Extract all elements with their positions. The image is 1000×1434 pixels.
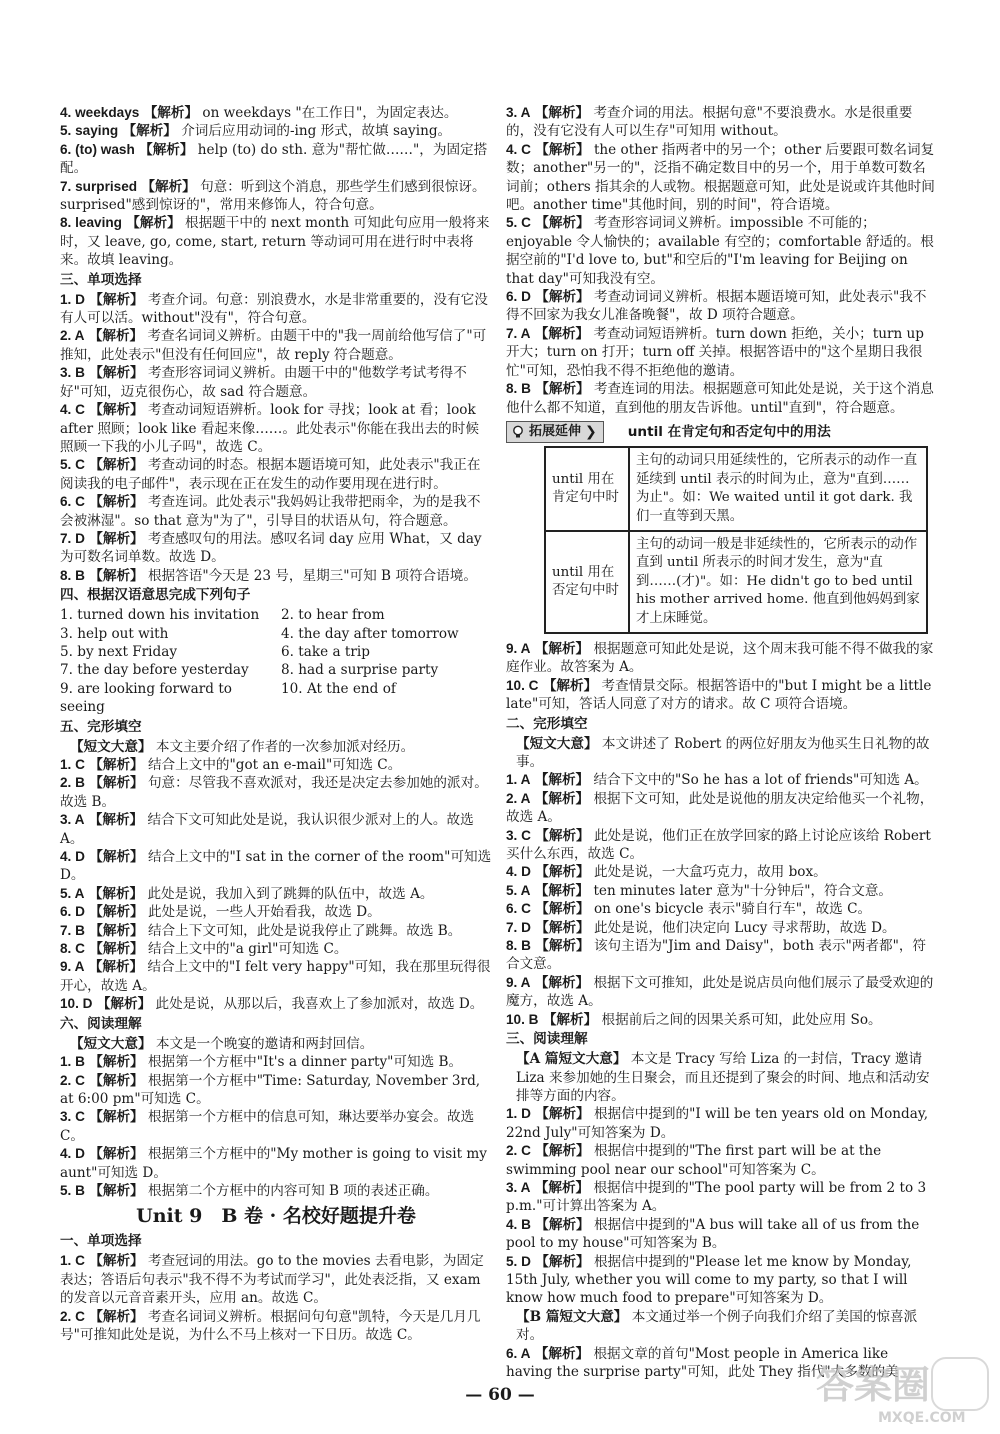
answer-entry bbox=[60, 530, 492, 567]
answer-number: 6. (to) wash bbox=[60, 141, 135, 157]
answer-entry bbox=[60, 922, 492, 940]
answer-number: 7. D bbox=[60, 530, 85, 546]
extension-explanation: 主句的动词只用延续性的，它所表示的动作一直延续到 until 表示的时间为止，意为"直到……为止"。如：We waited until it got dark. 我们一直等到天黑。 bbox=[629, 447, 927, 531]
analysis-tag: 【解析】 bbox=[534, 640, 590, 657]
analysis-text: 此处是说，从那以后，我喜欢上了参加派对，故选 D。 bbox=[151, 996, 484, 1013]
passage-summary: 【B 篇短文大意】 本文通过举一个例子向我们介绍了美国的惊喜派对。 bbox=[516, 1308, 918, 1344]
analysis-text: 句意：听到这个消息，那些学生们感到很惊讶。surprised"感到惊讶的"，常用来修饰人，符合句意。 bbox=[60, 178, 486, 214]
analysis-tag: 【解析】 bbox=[88, 885, 144, 902]
analysis-tag: 【解析】 bbox=[89, 1072, 144, 1089]
analysis-text: 考查介词的用法。根据句意"不要浪费水。水是很重要的，没有它没有人可以生存"可知用 without。 bbox=[506, 105, 913, 140]
analysis-text: 根据第一个方框中的信息可知，琳达要举办宴会。故选 C。 bbox=[60, 1109, 475, 1144]
answer-entry bbox=[60, 903, 492, 921]
analysis-tag: 【解析】 bbox=[535, 1253, 590, 1270]
analysis-tag: 【解析】 bbox=[535, 938, 590, 955]
answer-entry bbox=[506, 974, 936, 1011]
reading-answers bbox=[60, 1053, 492, 1200]
answer-entry bbox=[60, 885, 492, 903]
analysis-text: 结合下文可知此处是说，我认识很少派对上的人。故选 A。 bbox=[60, 812, 474, 847]
analysis-text: 根据信中提到的"Please let me know by Monday, 15th July, whether you will come to my party, so that I will know how much food to prepare"可知答案为 D。 bbox=[506, 1253, 912, 1307]
analysis-tag: 【解析】 bbox=[89, 457, 144, 474]
analysis-text: 根据下文可知，此处是说他的朋友决定给他买一个礼物，故选 A。 bbox=[506, 790, 934, 826]
analysis-tag: 【解析】 bbox=[89, 402, 144, 419]
analysis-text: 根据第一个方框中"Time: Saturday, November 3rd, at 6:00 pm"可知选 C。 bbox=[60, 1072, 481, 1107]
analysis-text: 此处是说，一些人开始看我，故选 D。 bbox=[143, 904, 381, 921]
analysis-tag: 【解析】 bbox=[88, 328, 144, 345]
answer-entry bbox=[60, 493, 492, 530]
answer-entry bbox=[60, 122, 492, 140]
answer-entry bbox=[60, 1072, 492, 1109]
extension-table bbox=[544, 446, 928, 634]
analysis-tag: 【解析】 bbox=[535, 919, 590, 936]
answer-number: 10. D bbox=[60, 996, 93, 1012]
answer-entry bbox=[506, 937, 936, 974]
analysis-text: 句意：尽管我不喜欢派对，我还是决定去参加她的派对。故选 B。 bbox=[60, 775, 488, 810]
single-choice-answers-cont bbox=[506, 640, 936, 714]
answer-entry bbox=[506, 214, 936, 288]
analysis-tag: 【解析】 bbox=[89, 291, 144, 308]
extension-key: until 用在肯定句中时 bbox=[545, 447, 629, 531]
answer-number: 9. A bbox=[60, 959, 85, 975]
analysis-tag: 【解析】 bbox=[534, 974, 590, 991]
analysis-tag: 【解析】 bbox=[88, 812, 144, 829]
analysis-text: 结合上下文可知，此处是说我停止了跳舞。故选 B。 bbox=[143, 922, 462, 939]
answer-number: 6. A bbox=[506, 1345, 531, 1361]
analysis-text: 考查名词词义辨析。由题干中的"我一周前给他写信了"可推知，此处表示"但没有任何回应"，故 reply 符合题意。 bbox=[60, 328, 487, 363]
answer-entry bbox=[506, 141, 936, 215]
svg-text:答案圈: 答案圈 bbox=[816, 1363, 931, 1407]
answer-number: 1. A bbox=[506, 772, 531, 788]
sentence-answer: 4. the day after tomorrow bbox=[281, 625, 459, 642]
section-heading: 一、单项选择 bbox=[60, 1233, 142, 1250]
analysis-text: 考查名词词义辨析。根据问句句意"凯特，今天是几月几号"可推知此处是说，为什么不马上核对一下日历。故选 C。 bbox=[60, 1308, 481, 1343]
answer-entry bbox=[506, 640, 936, 677]
extension-row bbox=[545, 531, 927, 633]
analysis-text: 考查连词。此处表示"我妈妈让我带把雨伞，为的是我不会被淋湿"。so that 意为"为了"，引导目的状语从句，符合题意。 bbox=[60, 494, 481, 529]
extension-badge bbox=[506, 421, 604, 443]
watermark-logo bbox=[808, 1352, 994, 1428]
right-column bbox=[506, 104, 936, 1381]
answer-entry bbox=[506, 325, 936, 380]
analysis-text: 根据下文可推知，此处是说店员向他们展示了最受欢迎的魔方，故选 A。 bbox=[506, 974, 934, 1010]
extension-header bbox=[506, 421, 936, 443]
analysis-tag: 【解析】 bbox=[139, 141, 194, 158]
analysis-tag: 【解析】 bbox=[89, 849, 144, 866]
answer-number: 6. C bbox=[506, 901, 531, 917]
answer-number: 8. C bbox=[60, 941, 85, 957]
answer-number: 2. A bbox=[506, 790, 531, 806]
analysis-text: 根据第一个方框中"It's a dinner party"可知选 B。 bbox=[143, 1054, 463, 1071]
analysis-tag: 【解析】 bbox=[535, 901, 590, 918]
extension-key: until 用在否定句中时 bbox=[545, 531, 629, 633]
answer-entry bbox=[506, 380, 936, 417]
answer-entry bbox=[506, 919, 936, 937]
analysis-text: on one's bicycle 表示"骑自行车"，故选 C。 bbox=[589, 901, 872, 918]
analysis-text: ten minutes later 意为"十分钟后"，符合文意。 bbox=[589, 882, 893, 899]
passage-summary: 【短文大意】 本文主要介绍了作者的一次参加派对经历。 bbox=[70, 738, 415, 755]
answer-number: 3. B bbox=[60, 365, 85, 381]
answer-number: 10. B bbox=[506, 1011, 539, 1027]
answer-number: 8. B bbox=[60, 567, 85, 583]
answer-entry bbox=[60, 178, 492, 215]
analysis-tag: 【解析】 bbox=[126, 215, 181, 232]
left-column bbox=[60, 104, 492, 1344]
analysis-tag: 【解析】 bbox=[89, 1109, 144, 1126]
analysis-text: 考查形容词词义辨析。由题干中的"他数学考试考得不好"可知，迈克很伤心，故 sad 符合题意。 bbox=[60, 365, 467, 400]
section-heading: 四、根据汉语意思完成下列句子 bbox=[60, 587, 251, 604]
analysis-text: 根据题干中的 next month 可知此句应用一般将来时，又 leave, go, come, start, return 等动词可用在进行时中表将来。故填 leaving。 bbox=[60, 215, 490, 269]
analysis-tag: 【解析】 bbox=[88, 959, 144, 976]
answer-entry bbox=[60, 401, 492, 456]
analysis-text: the other 指两者中的另一个；other 后要跟可数名词复数；another"另一的"，泛指不确定数目中的另一个，用于单数可数名词前；others 指其余的人或物。根据题意可知，此处是说或许其他时间吧。another time"其他时间，别的时间"，符合语境。 bbox=[506, 141, 935, 214]
analysis-tag: 【解析】 bbox=[534, 882, 590, 899]
answer-number: 4. weekdays bbox=[60, 105, 140, 120]
fill-blank-answers bbox=[60, 104, 492, 270]
answer-number: 4. C bbox=[60, 402, 85, 418]
answer-entry bbox=[60, 1252, 492, 1307]
analysis-tag: 【解析】 bbox=[89, 757, 144, 773]
answer-number: 1. C bbox=[60, 1253, 85, 1269]
answer-number: 3. A bbox=[60, 812, 85, 828]
answer-entry bbox=[506, 863, 936, 881]
answer-entry bbox=[60, 958, 492, 995]
answer-entry bbox=[506, 1179, 936, 1216]
answer-entry bbox=[60, 940, 492, 958]
answer-entry bbox=[506, 1142, 936, 1179]
lightbulb-icon bbox=[511, 425, 525, 439]
analysis-text: 结合上文中的"a girl"可知选 C。 bbox=[143, 941, 348, 958]
answer-entry bbox=[506, 771, 936, 789]
analysis-text: 考查感叹句的用法。感叹名词 day 应用 What，又 day 为可数名词单数。故选 D。 bbox=[60, 530, 482, 566]
answer-entry bbox=[60, 104, 492, 122]
answer-number: 7. D bbox=[506, 919, 531, 935]
analysis-text: 结合上文中的"I sat in the corner of the room"可知选 D。 bbox=[60, 849, 492, 884]
sentence-answer: 2. to hear from bbox=[281, 607, 385, 624]
answer-number: 1. C bbox=[60, 757, 85, 772]
passage-summary: 【短文大意】 本文讲述了 Robert 的两位好朋友为他买生日礼物的故事。 bbox=[516, 735, 930, 770]
analysis-text: help (to) do sth. 意为"帮忙做……"，为固定搭配。 bbox=[60, 141, 488, 177]
answer-number: 7. B bbox=[60, 922, 85, 938]
section-heading: 五、完形填空 bbox=[60, 718, 142, 735]
analysis-text: 结合上文中的"I felt very happy"可知，我在那里玩得很开心，故选 A。 bbox=[60, 959, 491, 994]
chevron-right-icon: ❯ bbox=[585, 423, 597, 440]
analysis-text: 考查介词。句意：别浪费水，水是非常重要的，没有它没有人可以活。without"没有"，符合句意。 bbox=[60, 291, 488, 327]
answer-number: 5. C bbox=[506, 215, 531, 231]
analysis-tag: 【解析】 bbox=[143, 105, 199, 121]
analysis-text: 根据第三个方框中的"My mother is going to visit my aunt"可知选 D。 bbox=[60, 1146, 487, 1181]
analysis-text: 介词后应用动词的-ing 形式，故填 saying。 bbox=[176, 123, 452, 140]
analysis-text: 考查冠词的用法。go to the movies 去看电影，为固定表达；答语后句表示"我不得不为考试而学习"，此处表泛指，又 exam 的发音以元音音素开头，应用 an。故选 C。 bbox=[60, 1253, 484, 1307]
analysis-tag: 【解析】 bbox=[89, 922, 144, 939]
answer-number: 5. B bbox=[60, 1182, 85, 1198]
answer-number: 5. A bbox=[60, 885, 85, 901]
answer-number: 7. surprised bbox=[60, 178, 138, 194]
answer-entry bbox=[506, 677, 936, 714]
analysis-tag: 【解析】 bbox=[89, 941, 144, 958]
answer-entry bbox=[60, 1308, 492, 1345]
answer-entry bbox=[506, 288, 936, 325]
sentence-answer: 7. the day before yesterday bbox=[60, 662, 249, 679]
answer-number: 4. B bbox=[506, 1216, 531, 1232]
sentence-answer: 1. turned down his invitation bbox=[60, 607, 260, 624]
sentence-completion-answers bbox=[60, 606, 492, 716]
answer-number: 6. D bbox=[60, 904, 85, 920]
analysis-text: 结合上文中的"got an e-mail"可知选 C。 bbox=[143, 757, 402, 773]
answer-entry bbox=[60, 567, 492, 585]
analysis-tag: 【解析】 bbox=[122, 123, 177, 140]
answer-number: 9. A bbox=[506, 640, 531, 656]
unit-title: Unit 9 B 卷 · 名校好题提升卷 bbox=[136, 1205, 416, 1228]
analysis-text: 结合下文中的"So he has a lot of friends"可知选 A。 bbox=[589, 772, 928, 789]
extension-row bbox=[545, 447, 927, 531]
answer-number: 6. D bbox=[506, 289, 531, 305]
sentence-answer: 8. had a surprise party bbox=[281, 662, 439, 679]
answer-number: 3. C bbox=[60, 1109, 85, 1125]
analysis-tag: 【解析】 bbox=[535, 141, 590, 158]
answer-number: 6. C bbox=[60, 494, 85, 510]
analysis-tag: 【解析】 bbox=[535, 1216, 590, 1233]
analysis-tag: 【解析】 bbox=[89, 1182, 144, 1199]
answer-entry bbox=[60, 364, 492, 401]
answer-entry bbox=[506, 790, 936, 827]
analysis-tag: 【解析】 bbox=[542, 1011, 598, 1028]
analysis-text: 此处是说，我加入到了跳舞的队伍中，故选 A。 bbox=[143, 885, 434, 902]
answer-number: 1. D bbox=[60, 291, 85, 307]
analysis-text: 考查情景交际。根据答语中的"but I might be a little late"可知，答话人同意了对方的请求。故 C 项符合语境。 bbox=[506, 677, 932, 713]
answer-entry bbox=[60, 848, 492, 885]
analysis-tag: 【解析】 bbox=[89, 775, 144, 792]
answer-entry bbox=[506, 1011, 936, 1029]
answer-number: 4. D bbox=[506, 864, 531, 880]
answer-entry bbox=[60, 995, 492, 1013]
analysis-tag: 【解析】 bbox=[535, 215, 590, 232]
answer-entry bbox=[60, 456, 492, 493]
single-choice-answers bbox=[60, 291, 492, 586]
analysis-tag: 【解析】 bbox=[89, 1308, 144, 1325]
analysis-text: 考查形容词词义辨析。impossible 不可能的；enjoyable 令人愉快的；available 有空的；comfortable 舒适的。根据空前的"I'd love to, but"和空后的"I'm leaving for Beijing on that day"可知我没有空。 bbox=[506, 215, 934, 287]
analysis-text: 考查动词的时态。根据本题语境可知，此处表示"我正在阅读我的电子邮件"，表示现在正在发生的动作要用现在进行时。 bbox=[60, 457, 481, 492]
analysis-tag: 【解析】 bbox=[534, 772, 590, 789]
answer-entry bbox=[60, 141, 492, 178]
analysis-tag: 【解析】 bbox=[89, 530, 144, 547]
section-heading: 三、单项选择 bbox=[60, 271, 142, 288]
answer-number: 1. B bbox=[60, 1054, 85, 1070]
answer-number: 3. A bbox=[506, 1179, 531, 1195]
answer-entry bbox=[506, 827, 936, 864]
analysis-tag: 【解析】 bbox=[89, 1146, 144, 1163]
extension-badge-label: 拓展延伸 bbox=[529, 423, 582, 439]
analysis-tag: 【解析】 bbox=[89, 1253, 144, 1270]
extension-title: until 在肯定句和否定句中的用法 bbox=[627, 423, 831, 440]
answer-number: 9. A bbox=[506, 974, 531, 990]
cloze-answers bbox=[506, 771, 936, 1029]
analysis-tag: 【解析】 bbox=[534, 1179, 590, 1196]
answer-entry bbox=[506, 1216, 936, 1253]
analysis-tag: 【解析】 bbox=[535, 827, 590, 844]
answer-entry bbox=[506, 1105, 936, 1142]
analysis-text: 根据答语"今天是 23 号，星期三"可知 B 项符合语境。 bbox=[143, 567, 477, 584]
analysis-text: 根据信中提到的"I will be ten years old on Monday, 22nd July"可知答案为 D。 bbox=[506, 1106, 929, 1141]
analysis-tag: 【解析】 bbox=[534, 1345, 590, 1362]
answer-number: 2. B bbox=[60, 775, 85, 791]
analysis-tag: 【解析】 bbox=[535, 289, 590, 306]
analysis-tag: 【解析】 bbox=[89, 567, 144, 584]
analysis-tag: 【解析】 bbox=[89, 904, 144, 921]
answer-number: 8. B bbox=[506, 381, 531, 397]
answer-entry bbox=[60, 1108, 492, 1145]
analysis-tag: 【解析】 bbox=[96, 996, 152, 1013]
answer-number: 5. D bbox=[506, 1253, 531, 1269]
analysis-text: 此处是说，他们正在放学回家的路上讨论应该给 Robert 买什么东西，故选 C。 bbox=[506, 827, 931, 863]
svg-text:MXQE.COM: MXQE.COM bbox=[878, 1410, 966, 1426]
extension-explanation: 主句的动词一般是非延续性的，它所表示的动作直到 until 所表示的时间才发生，意为"直到……(才)"。如：He didn't go to bed until his mother arrived home. 他直到他妈妈到家才上床睡觉。 bbox=[629, 531, 927, 633]
analysis-tag: 【解析】 bbox=[534, 790, 590, 807]
sentence-answer: 6. take a trip bbox=[281, 643, 370, 660]
single-choice-answers bbox=[506, 104, 936, 417]
answer-entry bbox=[506, 1253, 936, 1308]
answer-number: 3. A bbox=[506, 105, 531, 120]
answer-number: 2. C bbox=[60, 1072, 85, 1088]
answer-number: 2. C bbox=[506, 1143, 531, 1159]
analysis-text: 根据信中提到的"The first part will be at the swimming pool near our school"可知答案为 C。 bbox=[506, 1143, 882, 1178]
answer-number: 5. saying bbox=[60, 123, 119, 139]
analysis-tag: 【解析】 bbox=[535, 1106, 590, 1123]
analysis-text: 根据信中提到的"A bus will take all of us from the pool to my house"可知答案为 B。 bbox=[506, 1216, 920, 1252]
answer-number: 1. D bbox=[506, 1106, 531, 1122]
sentence-answer: 10. At the end of bbox=[281, 680, 396, 697]
answer-number: 10. C bbox=[506, 677, 539, 693]
answer-number: 2. A bbox=[60, 328, 85, 344]
analysis-text: 考查连词的用法。根据题意可知此处是说，关于这个消息他什么都不知道，直到他的朋友告诉他。until"直到"，符合题意。 bbox=[506, 381, 934, 416]
answer-entry bbox=[506, 104, 936, 141]
passage-summary: 【短文大意】 本文是一个晚宴的邀请和两封回信。 bbox=[70, 1035, 374, 1052]
analysis-text: 考查动词短语辨析。turn down 拒绝，关小；turn up 开大；turn on 打开；turn off 关掉。根据答语中的"这个星期日我很忙"可知，恐怕我不得不拒绝他的邀请。 bbox=[506, 325, 925, 379]
sentence-answer: 5. by next Friday bbox=[60, 643, 178, 660]
analysis-text: 此处是说，他们决定向 Lucy 寻求帮助，故选 D。 bbox=[589, 919, 896, 936]
analysis-text: 根据信中提到的"The pool party will be from 2 to 3 p.m."可计算出答案为 A。 bbox=[506, 1179, 927, 1215]
analysis-tag: 【解析】 bbox=[535, 1143, 590, 1160]
analysis-tag: 【解析】 bbox=[89, 494, 144, 511]
answer-number: 5. A bbox=[506, 882, 531, 898]
analysis-tag: 【解析】 bbox=[535, 381, 590, 398]
sentence-answer: 3. help out with bbox=[60, 625, 169, 642]
analysis-text: 根据题意可知此处是说，这个周末我可能不得不做我的家庭作业。故答案为 A。 bbox=[506, 640, 934, 676]
analysis-text: 根据第二个方框中的内容可知 B 项的表述正确。 bbox=[143, 1182, 439, 1199]
section-heading: 六、阅读理解 bbox=[60, 1015, 142, 1032]
analysis-tag: 【解析】 bbox=[542, 677, 598, 694]
analysis-tag: 【解析】 bbox=[89, 1054, 144, 1071]
analysis-text: 考查动词短语辨析。look for 寻找；look at 看；look after 照顾；look like 看起来像……。此处表示"你能在我出去的时候照顾一下我的小儿子吗"，故选 C。 bbox=[60, 402, 479, 455]
answer-entry bbox=[60, 1182, 492, 1200]
analysis-tag: 【解析】 bbox=[534, 105, 590, 121]
analysis-tag: 【解析】 bbox=[141, 178, 196, 195]
answer-number: 3. C bbox=[506, 827, 531, 843]
unit-single-choice-answers bbox=[60, 1252, 492, 1344]
analysis-text: 该句主语为"Jim and Daisy"，both 表示"两者都"，符合文意。 bbox=[506, 938, 927, 973]
analysis-text: on weekdays "在工作日"，为固定表达。 bbox=[198, 105, 458, 121]
reading-answers-a bbox=[506, 1105, 936, 1307]
analysis-tag: 【解析】 bbox=[89, 365, 144, 382]
answer-entry bbox=[60, 327, 492, 364]
analysis-tag: 【解析】 bbox=[535, 864, 590, 881]
answer-entry bbox=[60, 774, 492, 811]
passage-summary: 【A 篇短文大意】 本文是 Tracy 写给 Liza 的一封信，Tracy 邀请 Liza 来参加她的生日聚会，而且还提到了聚会的时间、地点和活动安排等方面的内容。 bbox=[516, 1051, 930, 1104]
answer-entry bbox=[60, 811, 492, 848]
analysis-text: 根据文章的首句"Most people in America like having the surprise party"可知，此处 They 指代"大多数的美 bbox=[506, 1345, 899, 1380]
answer-entry bbox=[60, 1053, 492, 1071]
answer-entry bbox=[60, 1145, 492, 1182]
answer-number: 8. B bbox=[506, 938, 531, 954]
sentence-answer: 9. are looking forward to seeing bbox=[60, 680, 232, 716]
answer-entry bbox=[506, 900, 936, 918]
analysis-tag: 【解析】 bbox=[534, 325, 590, 342]
analysis-text: 根据前后之间的因果关系可知，此处应用 So。 bbox=[597, 1011, 882, 1028]
answer-number: 4. D bbox=[60, 849, 85, 865]
cloze-answers bbox=[60, 756, 492, 1014]
answer-number: 4. C bbox=[506, 141, 531, 157]
answer-entry bbox=[60, 756, 492, 774]
answer-number: 8. leaving bbox=[60, 215, 122, 231]
analysis-text: 考查动词词义辨析。根据本题语境可知，此处表示"我不得不回家为我女儿准备晚餐"，故 D 项符合题意。 bbox=[506, 289, 927, 324]
answer-entry bbox=[60, 214, 492, 269]
answer-number: 5. C bbox=[60, 457, 85, 473]
answer-entry bbox=[60, 291, 492, 328]
answer-number: 4. D bbox=[60, 1146, 85, 1162]
section-heading: 二、完形填空 bbox=[506, 715, 588, 732]
answer-number: 2. C bbox=[60, 1308, 85, 1324]
answer-entry bbox=[506, 882, 936, 900]
answer-number: 7. A bbox=[506, 325, 531, 341]
section-heading: 三、阅读理解 bbox=[506, 1031, 588, 1048]
analysis-text: 此处是说，一大盒巧克力，故用 box。 bbox=[589, 864, 827, 881]
page-number: — 60 — bbox=[465, 1385, 535, 1405]
